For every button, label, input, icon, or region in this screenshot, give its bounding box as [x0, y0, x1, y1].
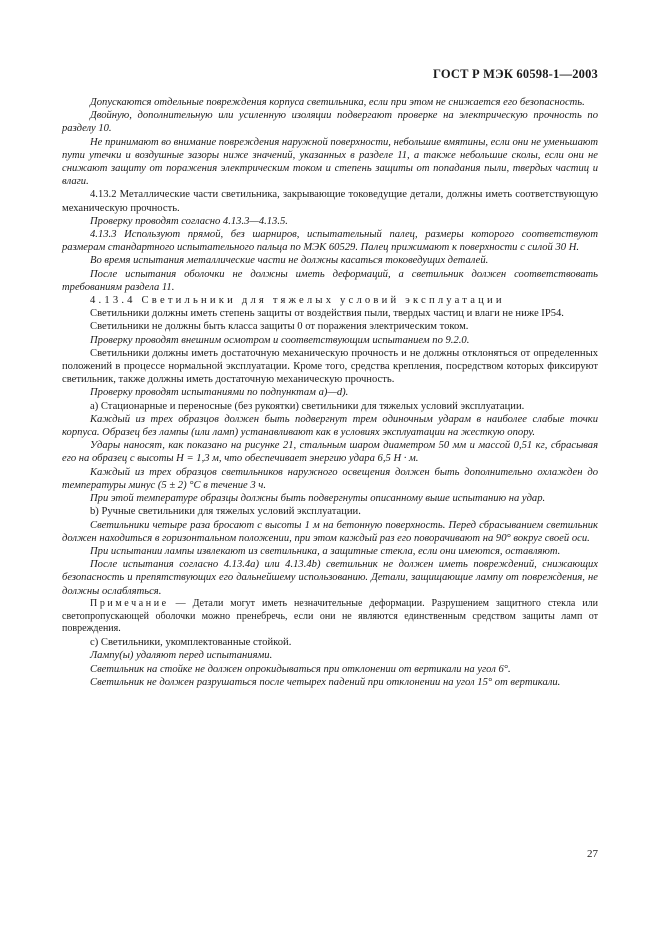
- paragraph: Допускаются отдельные повреждения корпуса светильника, если при этом не снижается его безопасность.: [90, 97, 585, 108]
- paragraph: При этой температуре образцы должны быть подвергнуты описанному выше испытанию на удар.: [90, 493, 546, 505]
- paragraph: Каждый из трех образцов светильников наружного освещения должен быть дополнительно охлажден до температуры минус (5 ± 2) °С в течение 3 ч.: [62, 466, 598, 491]
- paragraph: а) Стационарные и переносные (без рукоятки) светильники для тяжелых условий эксплуатации.: [90, 400, 525, 412]
- document-header: ГОСТ Р МЭК 60598-1—2003: [433, 67, 598, 81]
- paragraph: Во время испытания металлические части не должны касаться токоведущих деталей.: [90, 255, 489, 267]
- document-page: [62, 0, 598, 936]
- paragraph: 4.13.4 Светильники для тяжелых условий эксплуатации: [90, 295, 505, 307]
- paragraph: Двойную, дополнительную или усиленную изоляции подвергают проверке на электрическую прочность по разделу 10.: [62, 110, 598, 135]
- paragraph: Удары наносят, как показано на рисунке 21, стальным шаром диаметром 50 мм и массой 0,51 кг, сбрасывая его на образец с высоты Н = 1,3 м, что обеспечивает энергию удара 6,5 Н · м.: [62, 440, 598, 465]
- paragraph: После испытания согласно 4.13.4а) или 4.13.4b) светильник не должен иметь повреждений, снижающих безопасность и препятствующих его дальнейшему использованию. Детали, защищающие лампу от повреждения, не должны ослабляться.: [62, 559, 598, 597]
- paragraph: 4.13.3 Используют прямой, без шарниров, испытательный палец, размеры которого соответствуют размерам стандартного испытательного пальца по МЭК 60529. Палец прижимают к поверхности с силой 30 Н.: [62, 229, 598, 254]
- document-body: [62, 96, 598, 689]
- paragraph: Каждый из трех образцов должен быть подвергнут трем одиночным ударам в наиболее слабые точки корпуса. Образец без лампы (или ламп) устанавливают как в условиях эксплуатации на жесткую опору.: [62, 413, 598, 439]
- paragraph: Проверку проводят испытаниями по подпунктам а)—d).: [90, 387, 349, 399]
- paragraph: Проверку проводят внешним осмотром и соответствующим испытанием по 9.2.0.: [90, 334, 470, 346]
- paragraph: b) Ручные светильники для тяжелых условий эксплуатации.: [90, 506, 361, 518]
- paragraph: 4.13.2 Металлические части светильника, закрывающие токоведущие детали, должны иметь соответствующую механическую прочность.: [62, 189, 598, 214]
- note-label: Примечание: [90, 597, 169, 609]
- paragraph: Светильники должны иметь достаточную механическую прочность и не должны отклоняться от определенных положений в процессе нормальной эксплуатации. Кроме того, средства крепления, посредством которых фиксируют светильник, также должны иметь достаточную механическую прочность.: [62, 347, 598, 386]
- paragraph: Лампу(ы) удаляют перед испытаниями.: [90, 650, 273, 662]
- paragraph: После испытания оболочки не должны иметь деформаций, а светильник должен соответствовать требованиям раздела 11.: [62, 268, 598, 293]
- paragraph: При испытании лампы извлекают из светильника, а защитные стекла, если они имеются, оставляют.: [90, 545, 561, 557]
- paragraph: Проверку проводят согласно 4.13.3—4.13.5.: [90, 215, 288, 227]
- paragraph: Светильники четыре раза бросают с высоты 1 м на бетонную поверхность. Перед сбрасыванием светильник должен находиться в горизонтальном положении, при этом каждый раз его поворачивают на 90° вокруг своей оси.: [62, 519, 598, 544]
- page-number: 27: [587, 848, 598, 860]
- paragraph: Не принимают во внимание повреждения наружной поверхности, небольшие вмятины, если они не уменьшают пути утечки и воздушные зазоры ниже значений, указанных в разделе 11, а также небольшие сколы, если они не снижают защиту от поражения электрическим током и степень защиты от попадания пыли, твердых частиц и влаги.: [62, 136, 598, 188]
- paragraph: с) Светильники, укомплектованные стойкой.: [90, 637, 292, 649]
- paragraph: [62, 598, 598, 636]
- paragraph: Светильник на стойке не должен опрокидываться при отклонении от вертикали на угол 6°.: [90, 663, 511, 675]
- paragraph: Светильник не должен разрушаться после четырех падений при отклонении на угол 15° от вертикали.: [90, 676, 561, 688]
- paragraph: Светильники должны иметь степень защиты от воздействия пыли, твердых частиц и влаги не ниже IP54.: [90, 308, 564, 320]
- note-text: — Детали могут иметь незначительные деформации. Разрушением защитного стекла или светопропускающей оболочки можно пренебречь, если они не являются единственным средством защиты ламп от повреждения.: [62, 597, 598, 635]
- paragraph: Светильники не должны быть класса защиты 0 от поражения электрическим током.: [90, 321, 469, 333]
